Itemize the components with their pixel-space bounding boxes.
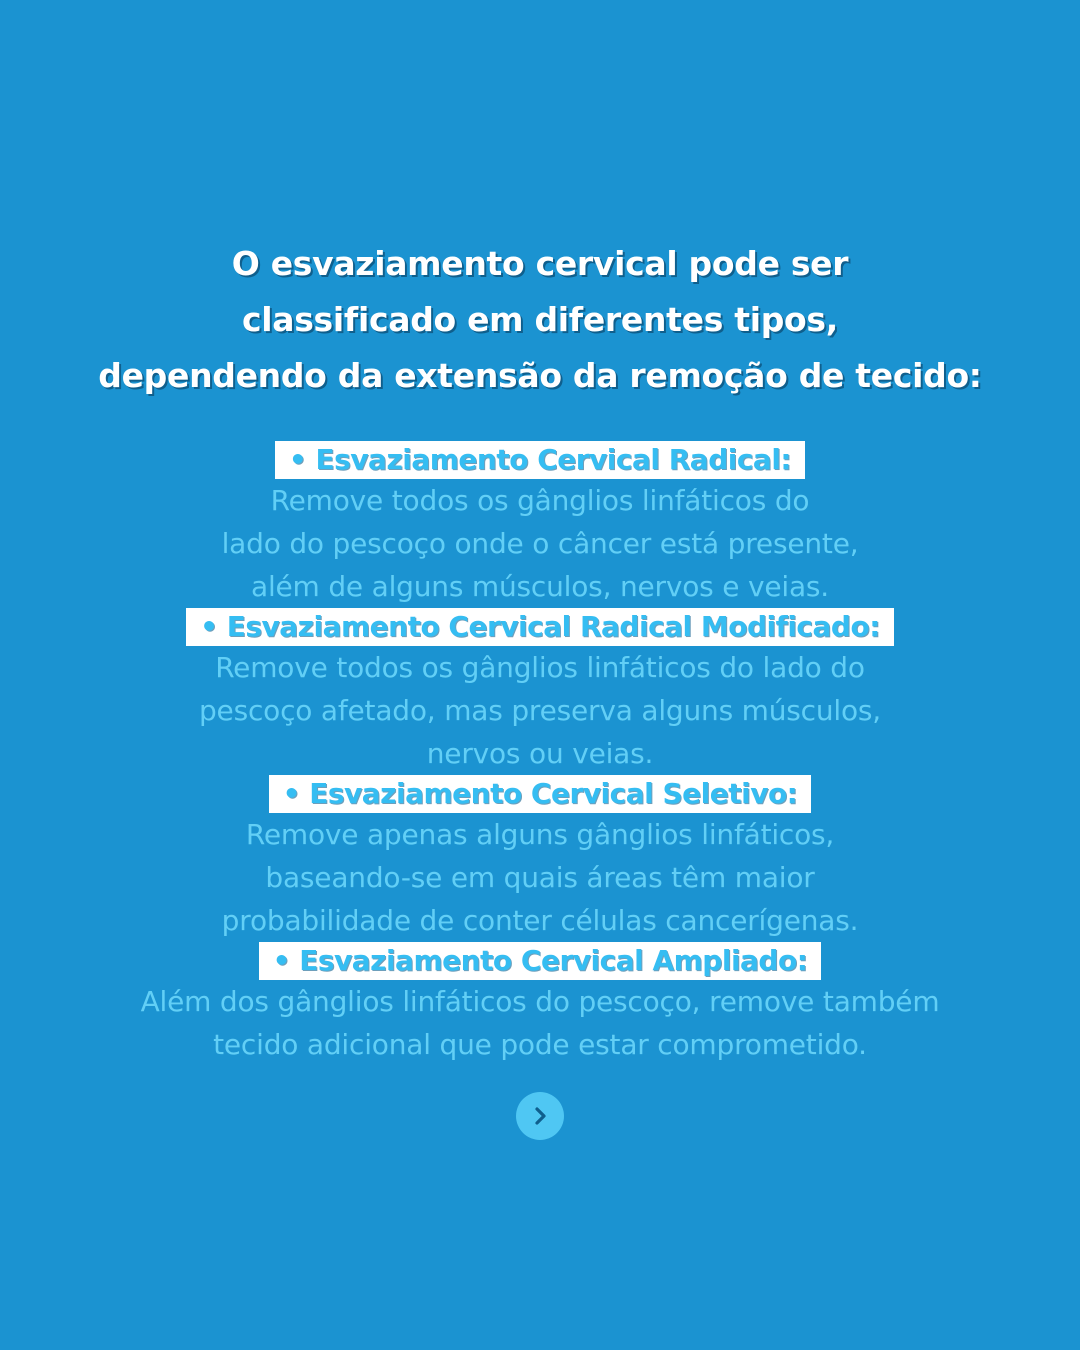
description-line: além de alguns músculos, nervos e veias. — [250, 570, 829, 603]
next-slide-button[interactable] — [516, 1092, 564, 1140]
intro-line: classificado em diferentes tipos, — [241, 300, 839, 339]
classification-radical — [0, 441, 1080, 608]
classification-selective — [0, 775, 1080, 942]
intro-heading — [50, 236, 1030, 404]
section-title-selective: • Esvaziamento Cervical Seletivo: — [269, 775, 812, 813]
chevron-right-icon — [528, 1104, 552, 1128]
section-description — [0, 980, 1080, 1066]
description-line: probabilidade de conter células cancerígenas. — [221, 904, 859, 937]
section-title-radical: • Esvaziamento Cervical Radical: — [275, 441, 805, 479]
classification-list — [0, 441, 1080, 1066]
description-line: Remove todos os gânglios linfáticos do — [270, 484, 810, 517]
classification-radical-modified — [0, 608, 1080, 775]
description-line: baseando-se em quais áreas têm maior — [265, 861, 815, 894]
section-title-radical-modified: • Esvaziamento Cervical Radical Modificado: — [186, 608, 894, 646]
slide-content — [0, 236, 1080, 1066]
intro-line: O esvaziamento cervical pode ser — [231, 244, 849, 283]
description-line: Além dos gânglios linfáticos do pescoço, remove também — [140, 985, 940, 1018]
section-description — [0, 479, 1080, 608]
description-line: nervos ou veias. — [426, 737, 654, 770]
section-description — [0, 646, 1080, 775]
description-line: pescoço afetado, mas preserva alguns músculos, — [198, 694, 882, 727]
description-line: lado do pescoço onde o câncer está presente, — [221, 527, 859, 560]
intro-line: dependendo da extensão da remoção de tecido: — [98, 356, 982, 395]
section-description — [0, 813, 1080, 942]
section-title-extended: • Esvaziamento Cervical Ampliado: — [259, 942, 822, 980]
classification-extended — [0, 942, 1080, 1066]
description-line: Remove todos os gânglios linfáticos do lado do — [215, 651, 865, 684]
description-line: tecido adicional que pode estar comprometido. — [213, 1028, 867, 1061]
description-line: Remove apenas alguns gânglios linfáticos, — [245, 818, 835, 851]
